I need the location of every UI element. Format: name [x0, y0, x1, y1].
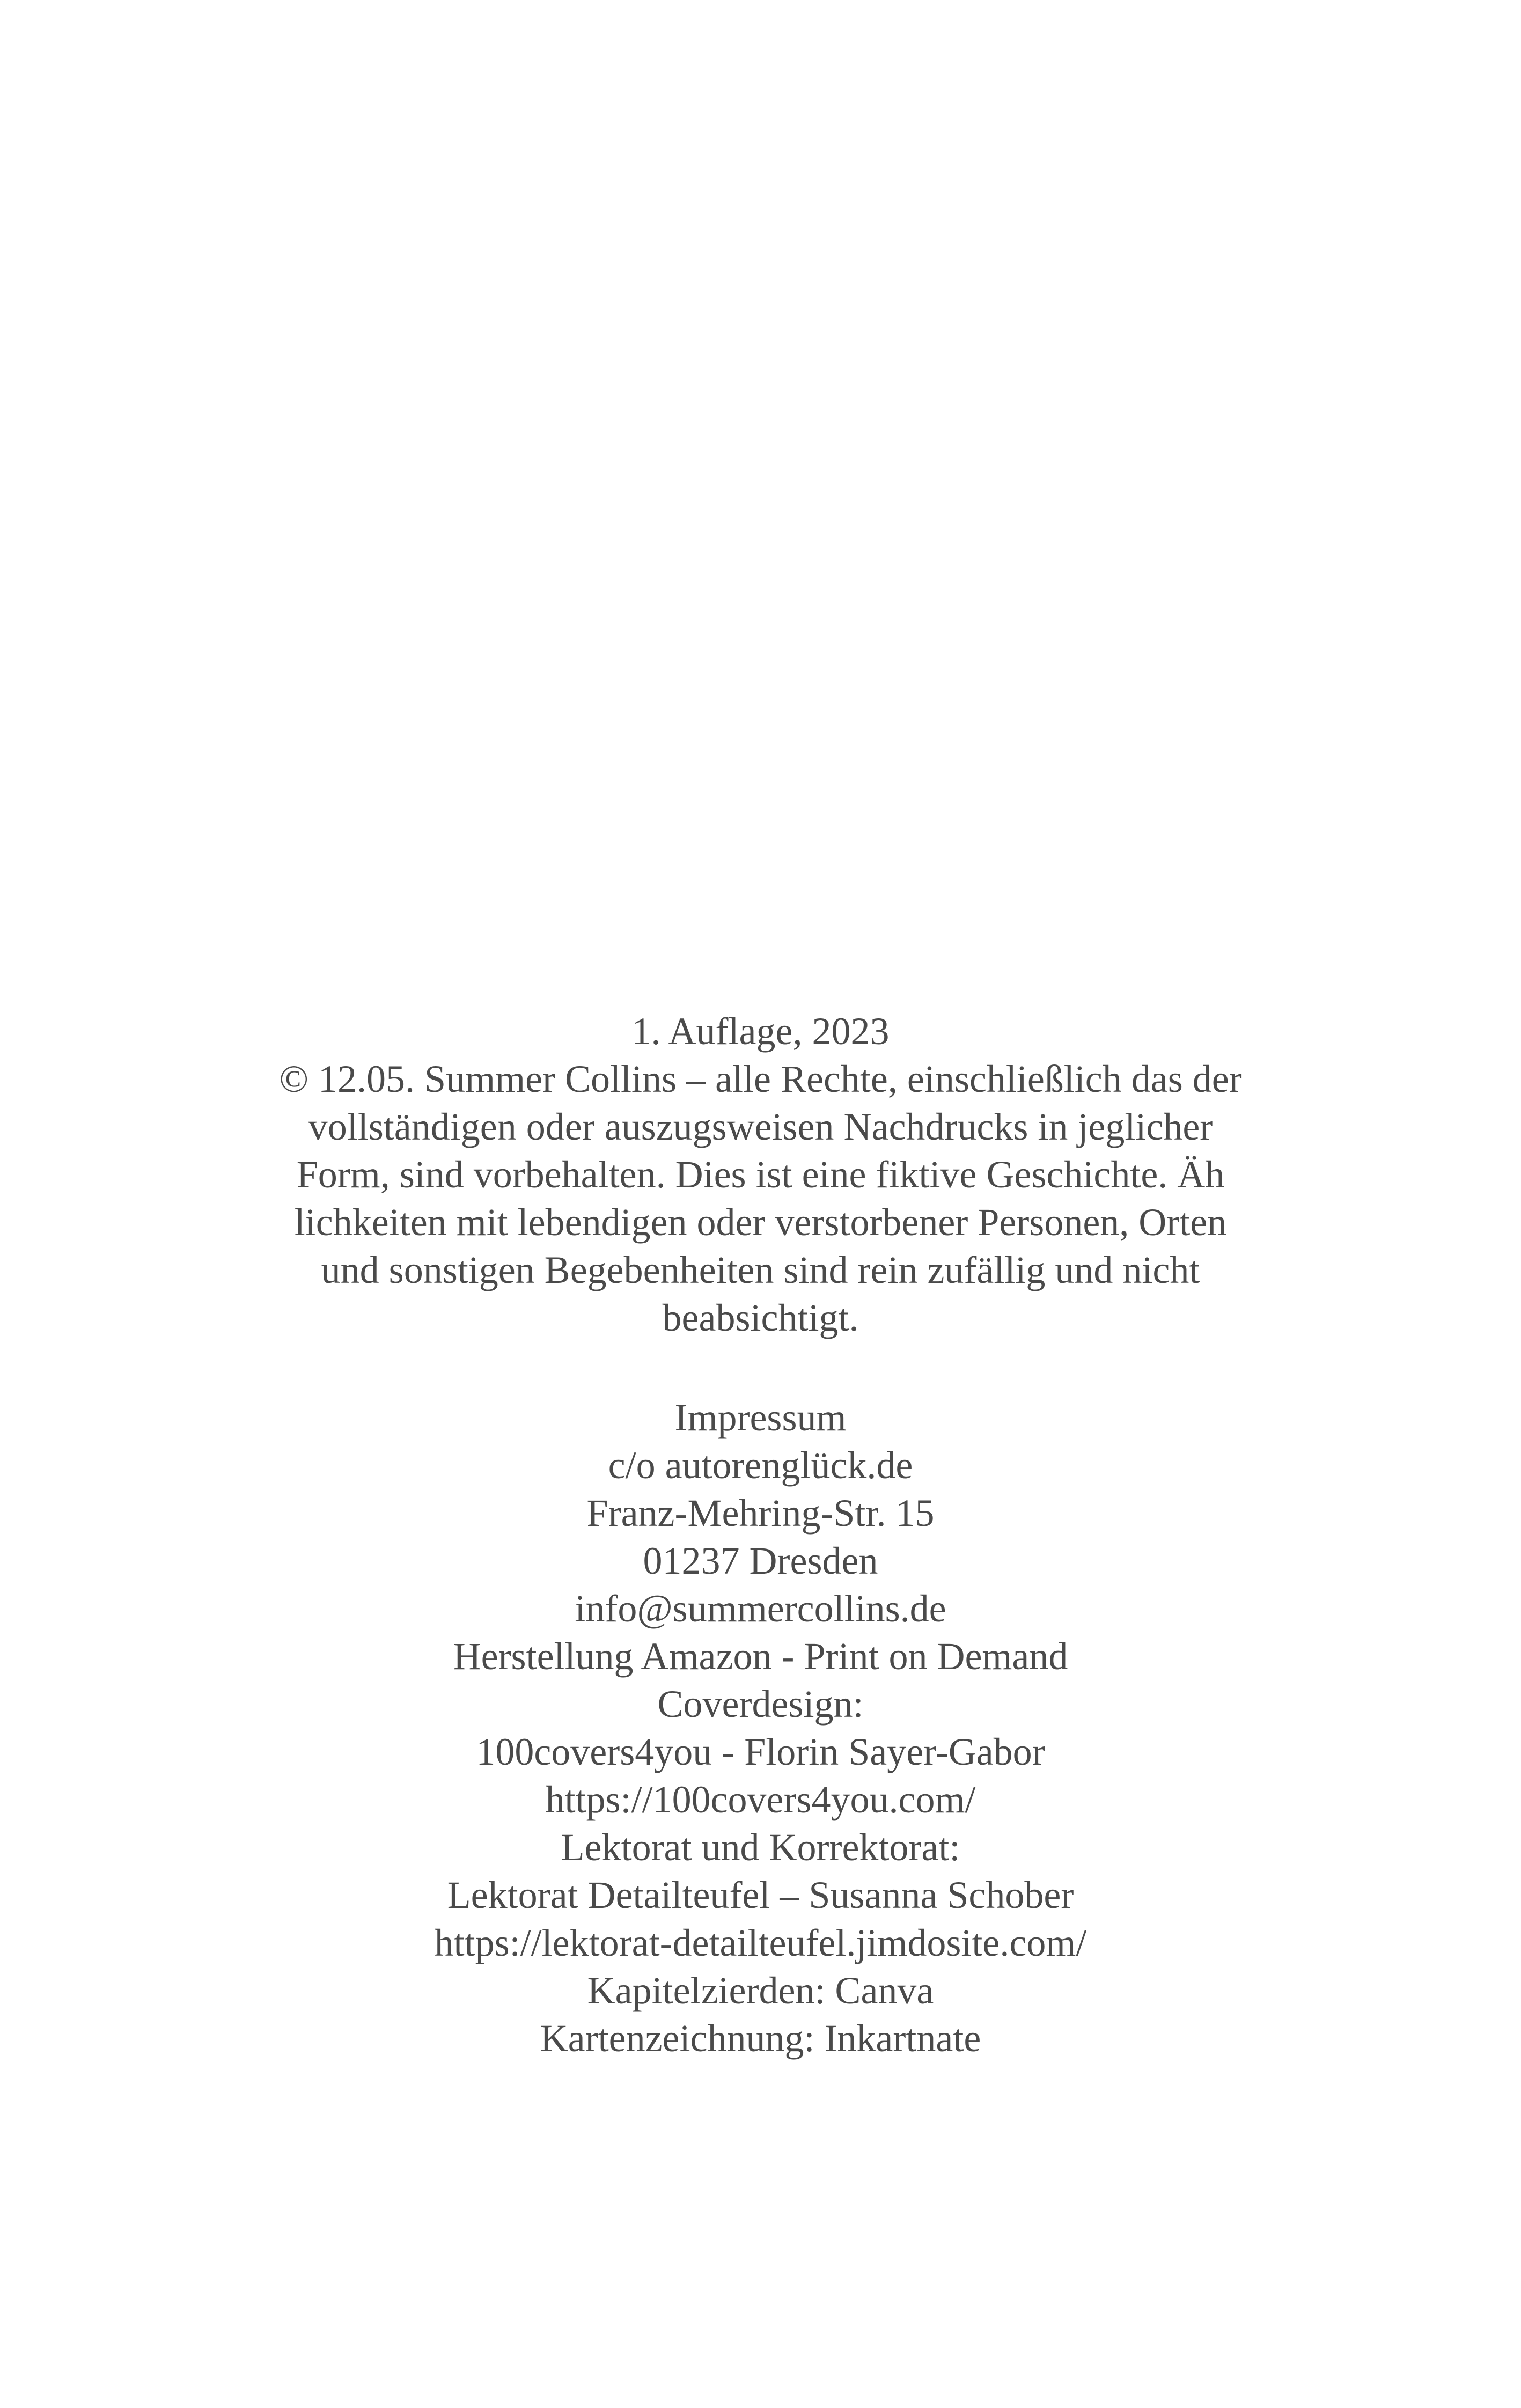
imprint-url: https://lektorat-detailteufel.jimdosite.com/: [434, 1921, 1087, 1964]
imprint-line: Franz-Mehring-Str. 15: [586, 1492, 935, 1535]
imprint-line: Herstellung Amazon - Print on Demand: [453, 1635, 1068, 1678]
imprint-section: [0, 1394, 1521, 2062]
imprint-email: info@summercollins.de: [575, 1587, 946, 1630]
imprint-heading: Impressum: [674, 1396, 847, 1439]
imprint-line: Lektorat Detailteufel – Susanna Schober: [447, 1874, 1074, 1917]
copyright-line: Form, sind vorbehalten. Dies ist eine fiktive Geschichte. Äh: [296, 1153, 1225, 1196]
imprint-line: Kartenzeichnung: Inkartnate: [540, 2017, 981, 2060]
imprint-line: c/o autorenglück.de: [608, 1444, 913, 1487]
copyright-line: © 12.05. Summer Collins – alle Rechte, einschließlich das der: [279, 1058, 1242, 1100]
imprint-line: 01237 Dresden: [643, 1539, 878, 1582]
copyright-line: vollständigen oder auszugsweisen Nachdrucks in jeglicher: [308, 1105, 1213, 1148]
imprint-line: 100covers4you - Florin Sayer-Gabor: [476, 1730, 1045, 1773]
copyright-line: lichkeiten mit lebendigen oder verstorbener Personen, Orten: [294, 1201, 1227, 1244]
edition-line: 1. Auflage, 2023: [631, 1010, 890, 1053]
imprint-line: Kapitelzierden: Canva: [587, 1969, 934, 2012]
copyright-line: beabsichtigt.: [662, 1296, 859, 1339]
copyright-line: und sonstigen Begebenheiten sind rein zufällig und nicht: [321, 1249, 1200, 1291]
imprint-url: https://100covers4you.com/: [545, 1778, 976, 1821]
imprint-line: Lektorat und Korrektorat:: [561, 1826, 960, 1869]
imprint-line: Coverdesign:: [657, 1683, 864, 1726]
copyright-notice: [0, 1008, 1521, 1342]
